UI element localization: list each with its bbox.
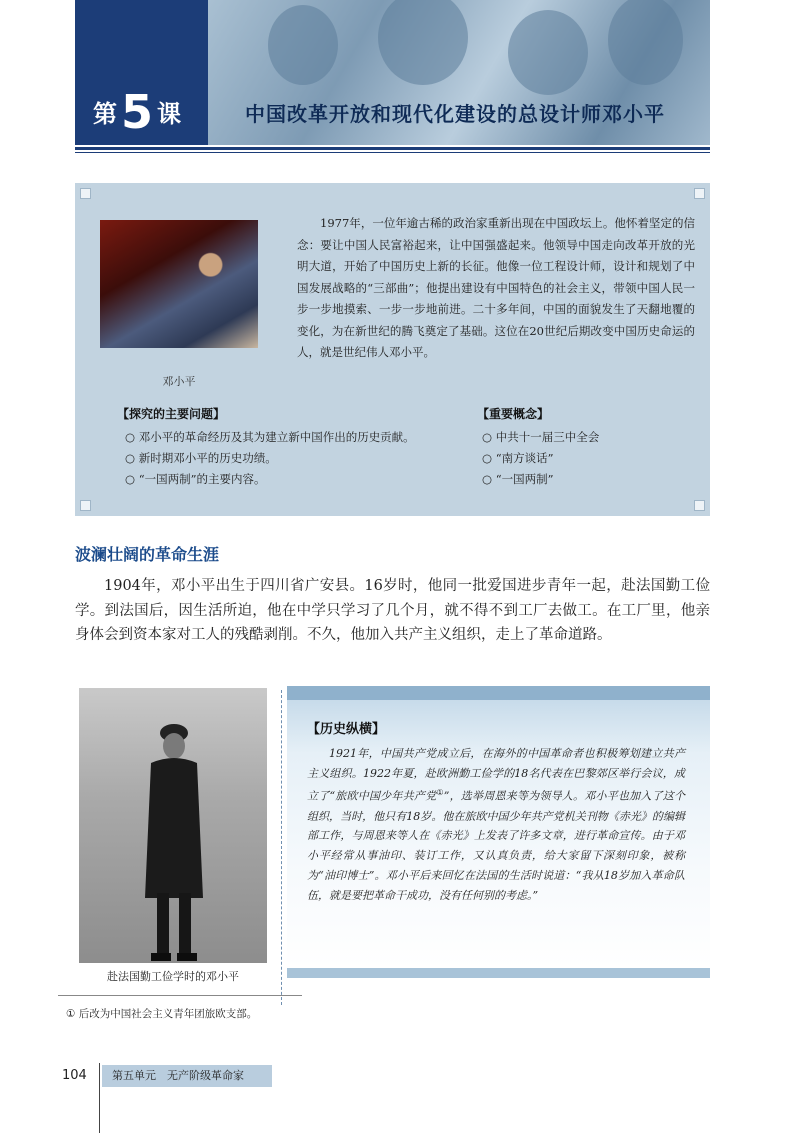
section-title: 波澜壮阔的革命生涯 (75, 545, 220, 564)
footnote-marker: ① (436, 788, 444, 798)
photo-caption: 赴法国勤工俭学时的邓小平 (107, 970, 239, 983)
footnote-rule (58, 995, 302, 996)
concepts-heading: 【重要概念】 (477, 407, 550, 421)
list-item: ○ 新时期邓小平的历史功绩。 (125, 451, 277, 465)
section-paragraph: 1904年，邓小平出生于四川省广安县。16岁时，他同一批爱国进步青年一起，赴法国勤工俭学。到法国后，因生活所迫，他在中学只学习了几个月，就不得不到工厂去做工。在工厂里，他亲身体会到资本家对工人的残酷剥削。不久，他加入共产主义组织，走上了革命道路。 (75, 578, 710, 643)
list-item: ○ “一国两制” (482, 472, 554, 486)
page-number: 104 (62, 1068, 87, 1083)
footer-divider (99, 1063, 100, 1133)
corner-marker (694, 500, 705, 511)
unit-label: 第五单元 无产阶级革命家 (102, 1065, 272, 1087)
lesson-banner (75, 0, 710, 145)
standing-figure-graphic (139, 708, 209, 963)
history-paragraph (307, 744, 685, 905)
list-item: ○ 中共十一届三中全会 (482, 430, 600, 444)
photo-caption: 邓小平 (162, 375, 196, 388)
corner-marker (80, 188, 91, 199)
lesson-prefix: 第 (93, 100, 117, 128)
history-box-top-bar (287, 686, 710, 700)
header-rule-thin (75, 152, 710, 153)
young-deng-photo (79, 688, 267, 963)
header-rule (75, 147, 710, 150)
lesson-suffix: 课 (157, 100, 182, 128)
footnote: ① 后改为中国社会主义青年团旅欧支部。 (66, 1008, 258, 1020)
lesson-number: 5 (121, 85, 154, 139)
history-heading: 【历史纵横】 (307, 722, 386, 737)
lesson-number-box (75, 0, 208, 145)
history-box-bottom-bar (287, 968, 710, 978)
questions-list (125, 427, 415, 490)
list-item: ○ “一国两制”的主要内容。 (125, 472, 266, 486)
list-item: ○ 邓小平的革命经历及其为建立新中国作出的历史贡献。 (125, 430, 415, 444)
questions-heading: 【探究的主要问题】 (117, 407, 226, 421)
deng-portrait-photo (100, 220, 258, 348)
intro-panel (75, 183, 710, 516)
intro-paragraph: 1977年，一位年逾古稀的政治家重新出现在中国政坛上。他怀着坚定的信念：要让中国人民富裕起来，让中国强盛起来。他领导中国走向改革开放的光明大道，开始了中国历史上新的长征。他像一位工程设计师，设计和规划了中国发展战略的“三部曲”；他提出建设有中国特色的社会主义，带领中国人民一步一步地摸索、一步一步地前进。二十多年间，中国的面貌发生了天翻地覆的变化，为在新世纪的腾飞奠定了基础。这位在20世纪后期改变中国历史命运的人，就是世纪伟人邓小平。 (297, 216, 695, 359)
lesson-label (93, 85, 182, 139)
list-item: ○ “南方谈话” (482, 451, 554, 465)
history-text-part: 1921年，中国共产党成立后，在海外的中国革命者也积极筹划建立共产主义组织。1922年夏，赴欧洲勤工俭学的18名代表在巴黎郊区举行会议，成立了“旅欧中国少年共产党 (307, 747, 685, 804)
corner-marker (80, 500, 91, 511)
concepts-list (482, 427, 599, 490)
corner-marker (694, 188, 705, 199)
lesson-title: 中国改革开放和现代化建设的总设计师邓小平 (245, 102, 665, 126)
history-text-part: ”，选举周恩来等为领导人。邓小平也加入了这个组织，当时，他只有18岁。他在旅欧中国少年共产党机关刊物《赤光》的编辑部工作，与周恩来等人在《赤光》上发表了许多文章，进行革命宣传。由于邓小平经常从事油印、装订工作，又认真负责，给大家留下深刻印象，被称为“油印博士”。邓小平后来回忆在法国的生活时说道：“我从18岁加入革命队伍，就是要把革命干成功，没有任何别的考虑。” (307, 790, 686, 902)
history-box (287, 700, 710, 968)
column-divider (281, 690, 282, 1005)
